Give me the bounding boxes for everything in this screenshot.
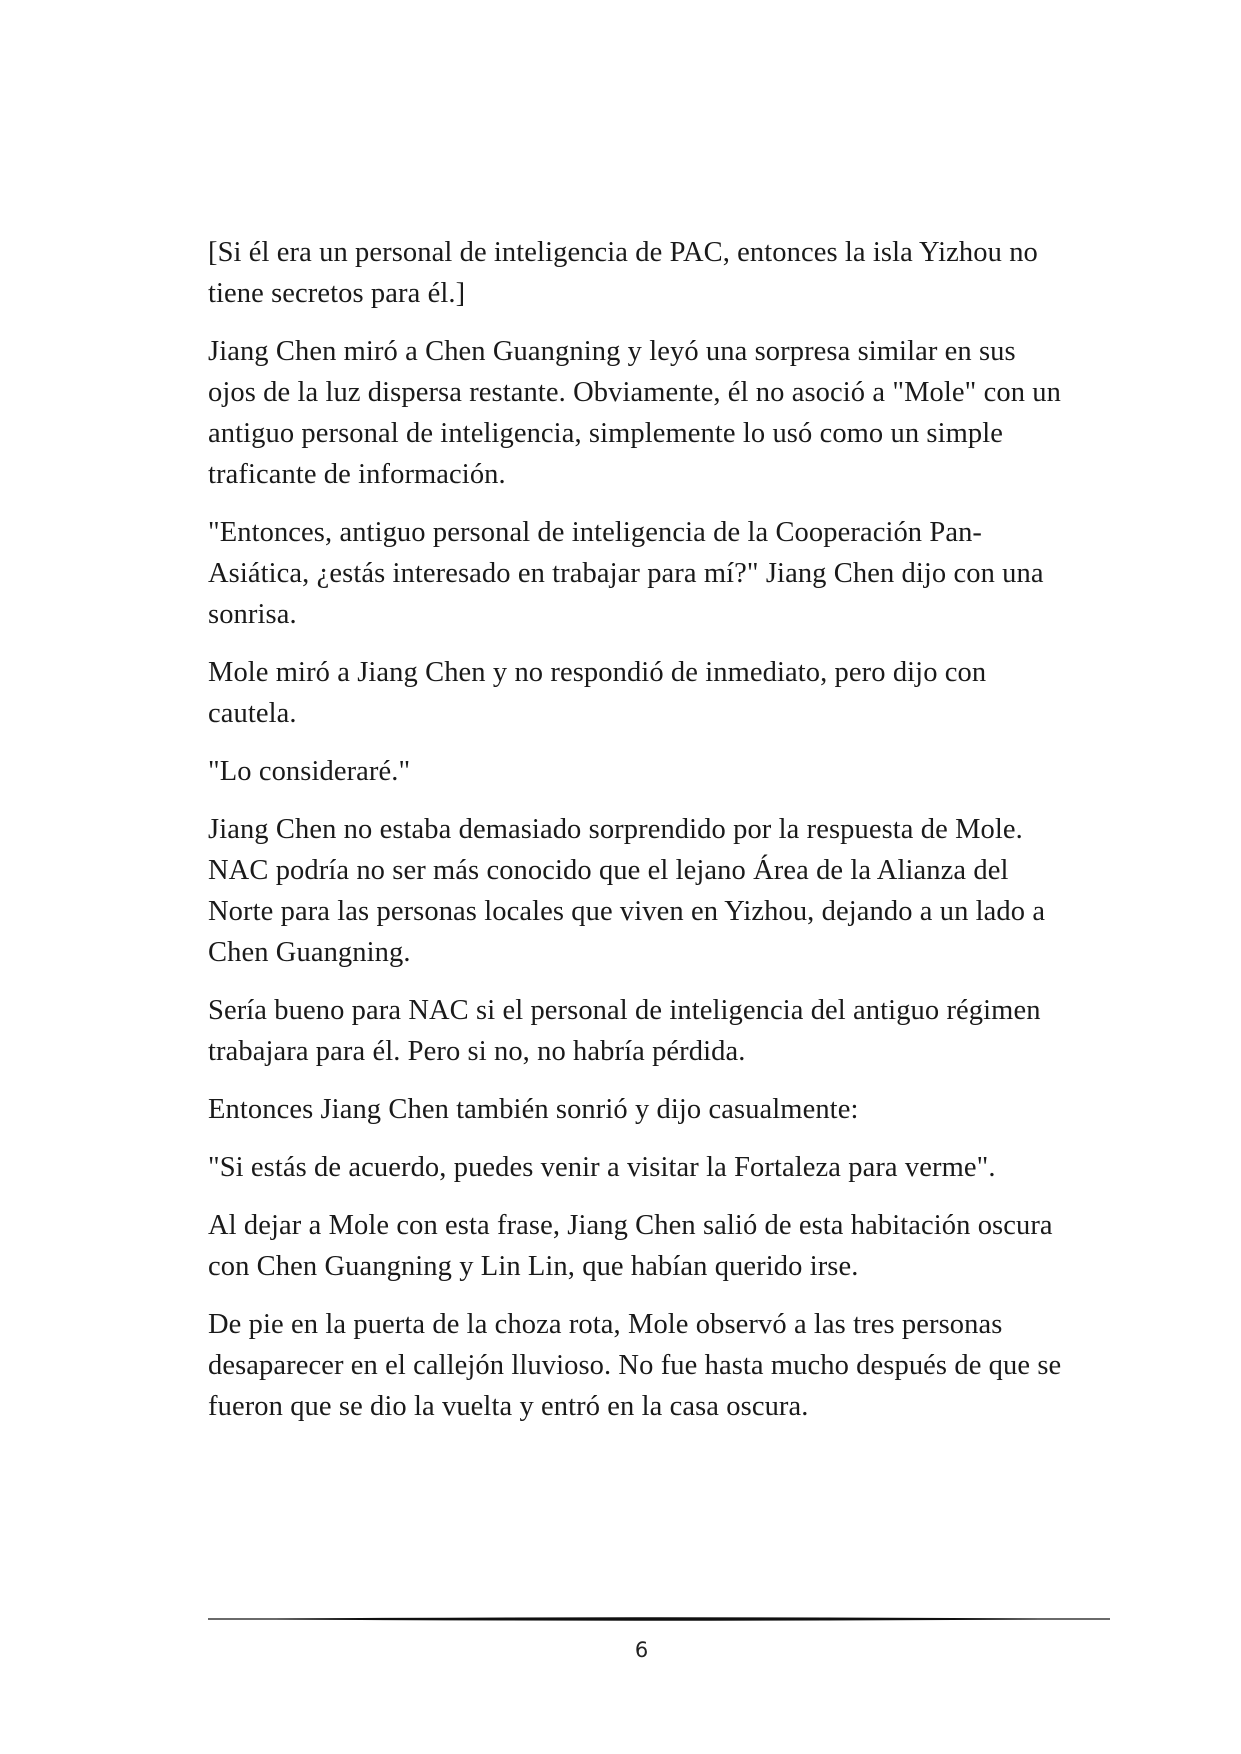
page-body	[208, 232, 1068, 1444]
paragraph: "Lo consideraré."	[208, 756, 411, 787]
paragraph: Sería bueno para NAC si el personal de inteligencia del antiguo régimen trabajara para él. Pero si no, no habría pérdida.	[208, 995, 1041, 1067]
paragraph: Entonces Jiang Chen también sonrió y dijo casualmente:	[208, 1094, 859, 1125]
paragraph: Mole miró a Jiang Chen y no respondió de inmediato, pero dijo con cautela.	[208, 657, 987, 729]
paragraph: [Si él era un personal de inteligencia de PAC, entonces la isla Yizhou no tiene secretos para él.]	[208, 237, 1038, 309]
paragraph: Al dejar a Mole con esta frase, Jiang Chen salió de esta habitación oscura con Chen Guangning y Lin Lin, que habían querido irse.	[208, 1210, 1053, 1282]
page-number: 6	[634, 1638, 649, 1662]
paragraph: De pie en la puerta de la choza rota, Mole observó a las tres personas desaparecer en el callejón lluvioso. No fue hasta mucho después de que se fueron que se dio la vuelta y entró en la casa oscura.	[208, 1309, 1062, 1422]
paragraph: Jiang Chen miró a Chen Guangning y leyó una sorpresa similar en sus ojos de la luz dispersa restante. Obviamente, él no asoció a "Mole" con un antiguo personal de inteligencia, simplemente lo usó como un simple traficante de información.	[208, 336, 1061, 490]
paragraph: "Entonces, antiguo personal de inteligencia de la Cooperación Pan-Asiática, ¿estás interesado en trabajar para mí?" Jiang Chen dijo con una sonrisa.	[208, 517, 1044, 630]
paragraph: "Si estás de acuerdo, puedes venir a visitar la Fortaleza para verme".	[208, 1152, 996, 1183]
paragraph: Jiang Chen no estaba demasiado sorprendido por la respuesta de Mole. NAC podría no ser más conocido que el lejano Área de la Alianza del Norte para las personas locales que viven en Yizhou, dejando a un lado a Chen Guangning.	[208, 814, 1046, 968]
footer-divider	[208, 1612, 1110, 1626]
